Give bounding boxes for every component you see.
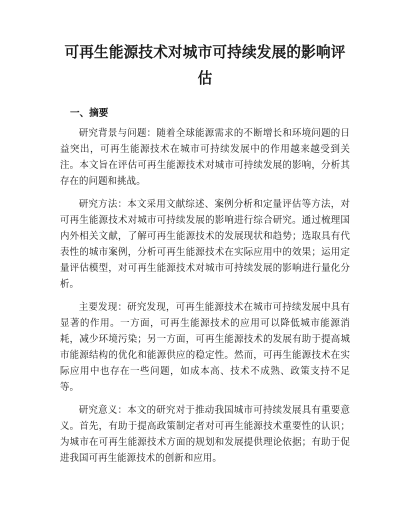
paragraph-findings: 主要发现：研究发现，可再生能源技术在城市可持续发展中具有显著的作用。一方面，可再生能源技术的应用可以降低城市能源消耗，减少环境污染；另一方面，可再生能源技术的发展有助于提高城市能源结构的优化和能源供应的稳定性。然而，可再生能源技术在实际应用中也存在一些问题，如成本高、技术不成熟、政策支持不足等。 — [60, 302, 350, 393]
document-title: 可再生能源技术对城市可持续发展的影响评估 — [64, 44, 346, 87]
abstract-section — [60, 106, 350, 467]
paragraph-significance: 研究意义：本文的研究对于推动我国城市可持续发展具有重要意义。首先，有助于提高政策制定者对可再生能源技术重要性的认识；为城市在可再生能源技术方面的规划和发展提供理论依据；有助于促进我国可再生能源技术的创新和应用。 — [60, 405, 350, 464]
document-page — [60, 40, 350, 474]
paragraph-methods: 研究方法：本文采用文献综述、案例分析和定量评估等方法，对可再生能源技术对城市可持续发展的影响进行综合研究。通过梳理国内外相关文献，了解可再生能源技术的发展现状和趋势；选取具有代表性的城市案例，分析可再生能源技术在实际应用中的效果；运用定量评估模型，对可再生能源技术对城市可持续发展的影响进行量化分析。 — [60, 199, 350, 290]
paragraph-background: 研究背景与问题：随着全球能源需求的不断增长和环境问题的日益突出，可再生能源技术在城市可持续发展中的作用越来越受到关注。本文旨在评估可再生能源技术对城市可持续发展的影响，分析其存在的问题和挑战。 — [60, 128, 350, 187]
section-heading: 一、摘要 — [70, 108, 109, 119]
